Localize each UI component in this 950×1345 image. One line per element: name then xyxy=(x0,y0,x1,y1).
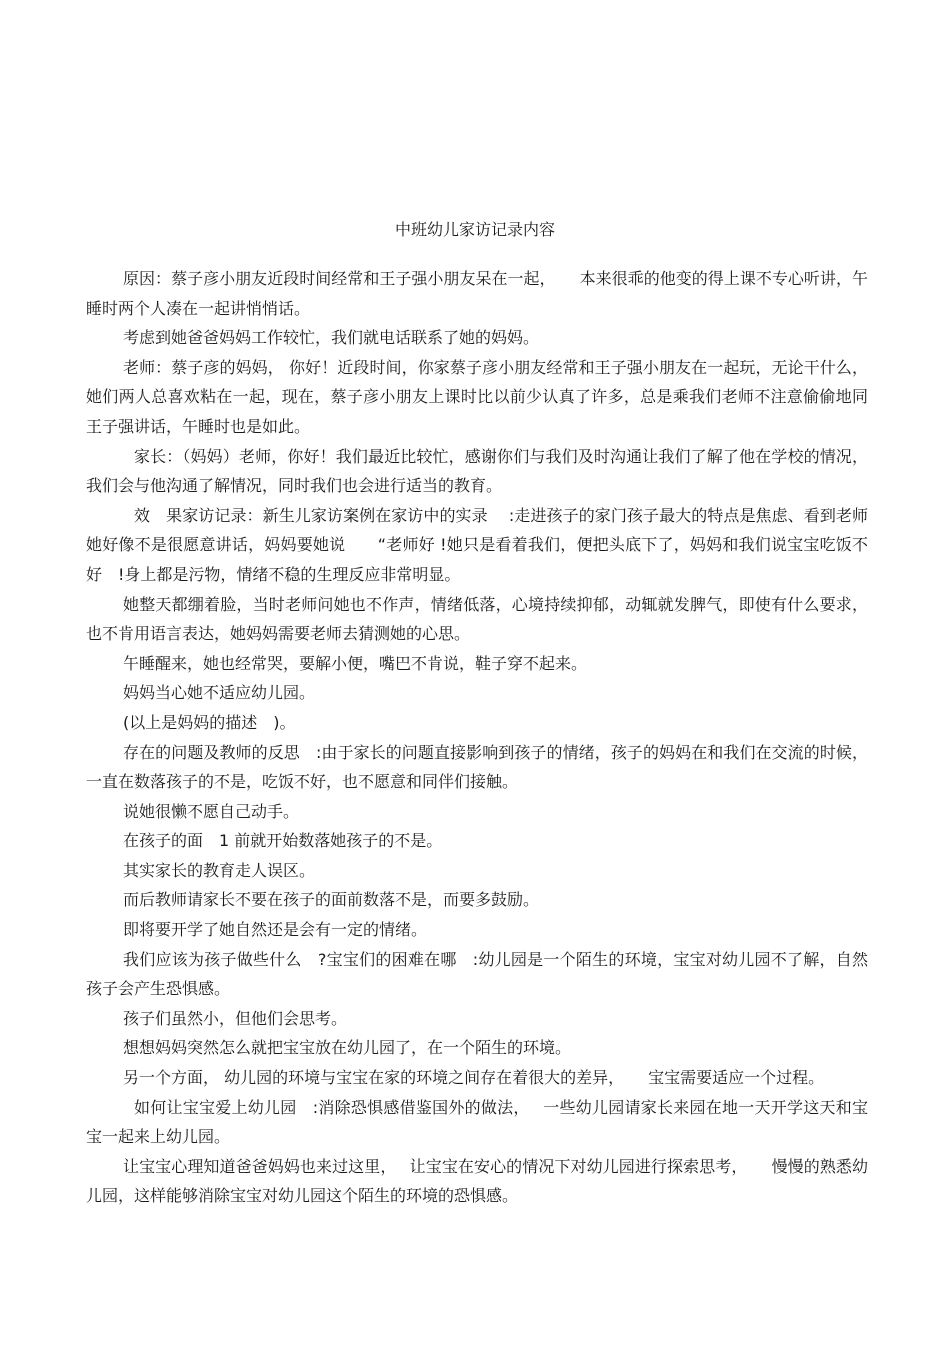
paragraph-difficulties: 我们应该为孩子做些什么 ?宝宝们的困难在哪 :幼儿园是一个陌生的环境，宝宝对幼儿园不了解，自然孩子会产生恐惧感。 xyxy=(86,949,868,999)
paragraph-encourage: 而后教师请家长不要在孩子的面前数落不是，而要多鼓励。 xyxy=(123,890,540,910)
paragraph-scolding: 在孩子的面 1 前就开始数落她孩子的不是。 xyxy=(123,831,443,851)
paragraph-teacher: 老师：蔡子彦的妈妈， 你好！近段时间，你家蔡子彦小朋友经常和王子强小朋友在一起玩，无论干什么，她们两人总喜欢粘在一起，现在，蔡子彦小朋友上课时比以前少认真了许多，总是乘我们老师不注意偷偷地同王子强讲话，午睡时也是如此。 xyxy=(86,357,868,436)
paragraph-reason: 原因：蔡子彦小朋友近段时间经常和王子强小朋友呆在一起， 本来很乖的他变的得上课不专心听讲，午睡时两个人凑在一起讲悄悄话。 xyxy=(86,269,868,318)
paragraph-parent: 家长：（妈妈）老师，你好！我们最近比较忙，感谢你们与我们及时沟通让我们了解了他在学校的情况，我们会与他沟通了解情况，同时我们也会进行适当的教育。 xyxy=(86,446,868,496)
paragraph-difference: 另一个方面， 幼儿园的环境与宝宝在家的环境之间存在着很大的差异， 宝宝需要适应一个过程。 xyxy=(123,1068,825,1088)
paragraph-contact: 考虑到她爸爸妈妈工作较忙，我们就电话联系了她的妈妈。 xyxy=(123,328,540,348)
paragraph-misconception: 其实家长的教育走人误区。 xyxy=(123,860,316,880)
paragraph-worry: 妈妈当心她不适应幼儿园。 xyxy=(123,683,316,703)
paragraph-lazy: 说她很懒不愿自己动手。 xyxy=(123,801,300,821)
paragraph-strange-env: 想想妈妈突然怎么就把宝宝放在幼儿园了，在一个陌生的环境。 xyxy=(123,1038,572,1058)
paragraph-thinking: 孩子们虽然小，但他们会思考。 xyxy=(123,1008,348,1028)
paragraph-description-note: (以上是妈妈的描述 )。 xyxy=(123,712,296,732)
document-body xyxy=(86,264,868,1211)
paragraph-reassure: 让宝宝心理知道爸爸妈妈也来过这里， 让宝宝在安心的情况下对幼儿园进行探索思考， 慢慢的熟悉幼儿园，这样能够消除宝宝对幼儿园这个陌生的环境的恐惧感。 xyxy=(86,1156,868,1206)
document-title: 中班幼儿家访记录内容 xyxy=(394,220,555,239)
paragraph-effect: 效 果家访记录：新生儿家访案例在家访中的实录 :走进孩子的家门孩子最大的特点是焦虑、看到老师她好像不是很愿意讲话，妈妈要她说 “老师好 !她只是看着我们，便把头底下了，妈妈和我们说宝宝吃饭不好 !身上都是污物，情绪不稳的生理反应非常明显。 xyxy=(86,505,868,584)
paragraph-nap: 午睡醒来，她也经常哭，要解小便，嘴巴不肯说，鞋子穿不起来。 xyxy=(123,653,588,673)
paragraph-school-start: 即将要开学了她自然还是会有一定的情绪。 xyxy=(123,920,428,940)
paragraph-reflection: 存在的问题及教师的反思 :由于家长的问题直接影响到孩子的情绪，孩子的妈妈在和我们在交流的时候，一直在数落孩子的不是，吃饭不好，也不愿意和同伴们接触。 xyxy=(86,742,868,792)
paragraph-how-to: 如何让宝宝爱上幼儿园 :消除恐惧感借鉴国外的做法， 一些幼儿园请家长来园在地一天开学这天和宝宝一起来上幼儿园。 xyxy=(86,1097,868,1147)
paragraph-mood: 她整天都绷着脸，当时老师问她也不作声，情绪低落，心境持续抑郁，动辄就发脾气，即使有什么要求，也不肯用语言表达，她妈妈需要老师去猜测她的心思。 xyxy=(86,594,868,644)
